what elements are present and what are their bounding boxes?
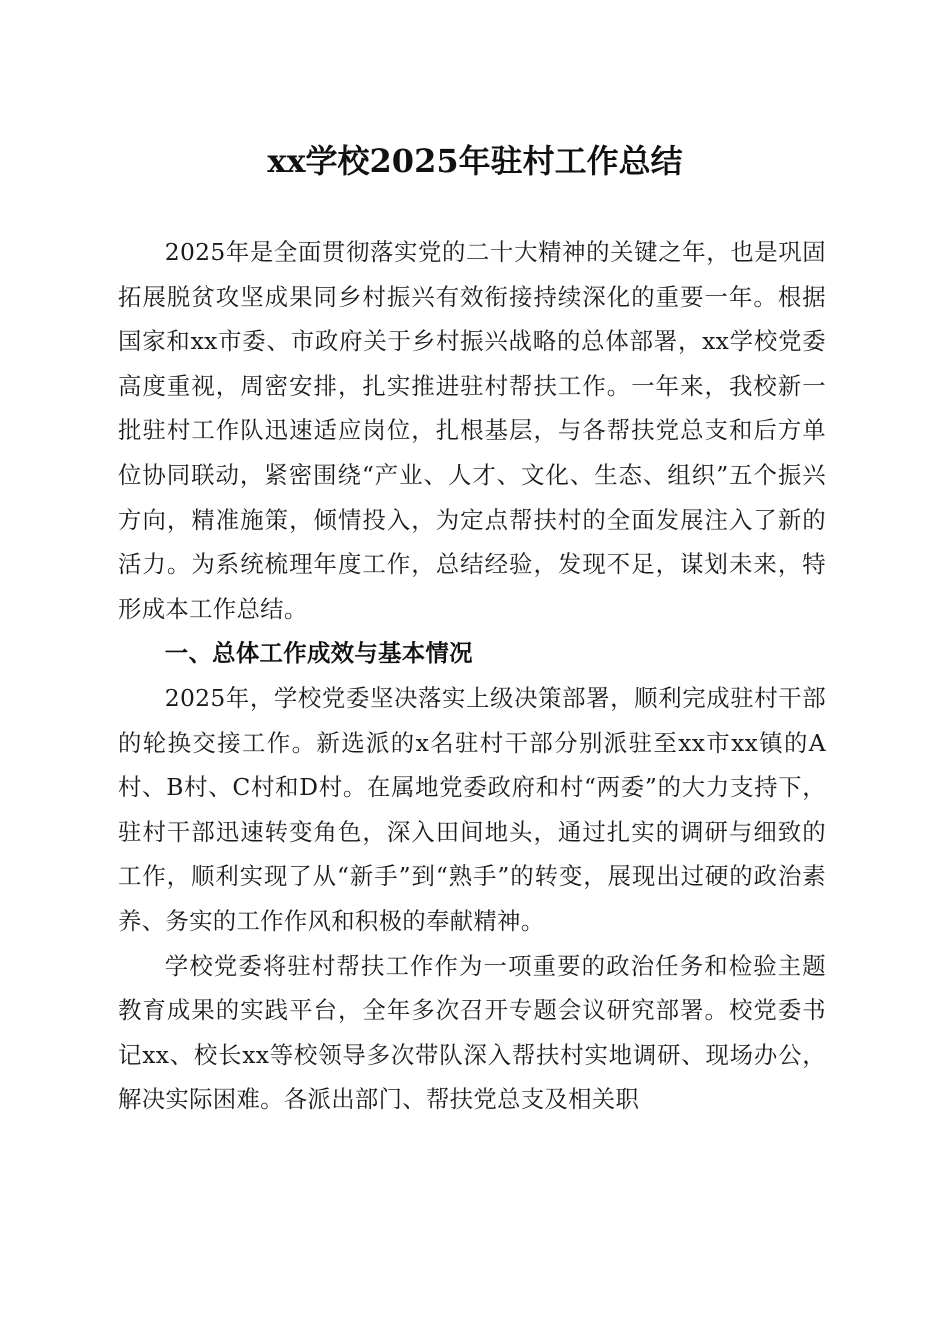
intro-paragraph: 2025年是全面贯彻落实党的二十大精神的关键之年，也是巩固拓展脱贫攻坚成果同乡村振兴有效衔接持续深化的重要一年。根据国家和xx市委、市政府关于乡村振兴战略的总体部署，xx学校党委高度重视，周密安排，扎实推进驻村帮扶工作。一年来，我校新一批驻村工作队迅速适应岗位，扎根基层，与各帮扶党总支和后方单位协同联动，紧密围绕“产业、人才、文化、生态、组织”五个振兴方向，精准施策，倾情投入，为定点帮扶村的全面发展注入了新的活力。为系统梳理年度工作，总结经验，发现不足，谋划未来，特形成本工作总结。	[118, 238, 826, 623]
document-title: xx学校2025年驻村工作总结	[267, 142, 683, 180]
section-paragraph: 学校党委将驻村帮扶工作作为一项重要的政治任务和检验主题教育成果的实践平台，全年多次召开专题会议研究部署。校党委书记xx、校长xx等校领导多次带队深入帮扶村实地调研、现场办公，解决实际困难。各派出部门、帮扶党总支及相关职	[118, 951, 826, 1114]
section-paragraph: 2025年，学校党委坚决落实上级决策部署，顺利完成驻村干部的轮换交接工作。新选派的x名驻村干部分别派驻至xx市xx镇的A村、B村、C村和D村。在属地党委政府和村“两委”的大力支持下，驻村干部迅速转变角色，深入田间地头，通过扎实的调研与细致的工作，顺利实现了从“新手”到“熟手”的转变，展现出过硬的政治素养、务实的工作作风和积极的奉献精神。	[118, 683, 826, 935]
section-heading: 一、总体工作成效与基本情况	[164, 639, 473, 668]
document-body	[118, 230, 826, 1122]
